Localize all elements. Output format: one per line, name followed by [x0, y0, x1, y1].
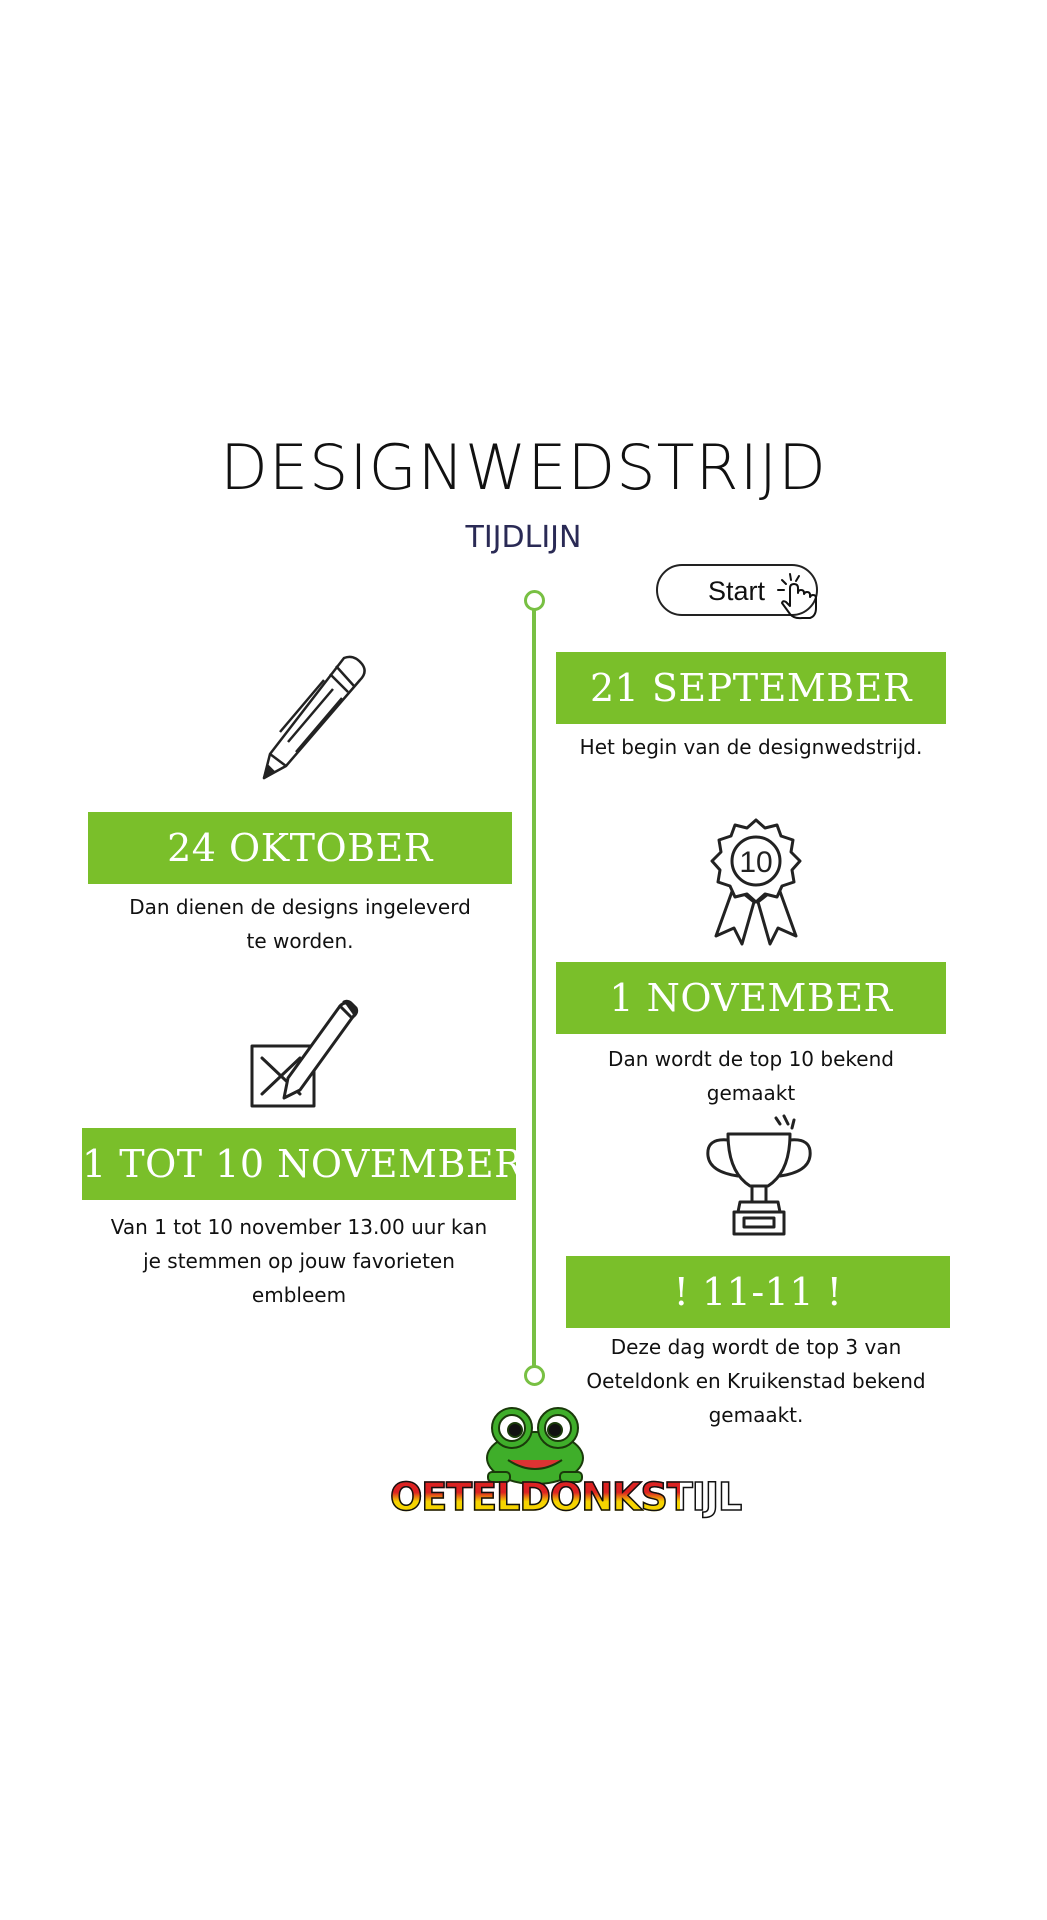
timeline-start-node: [524, 590, 545, 611]
description-line: je stemmen op jouw favorieten: [143, 1249, 455, 1273]
date-banner-24-oktober: 24 OKTOBER: [88, 812, 512, 884]
pencil-icon: [250, 652, 370, 784]
ballot-check-icon: [248, 998, 360, 1110]
event-description-1-november: [556, 1042, 946, 1110]
event-description-1-tot-10-november: [82, 1210, 516, 1312]
start-button-label: Start: [708, 576, 766, 606]
timeline-line: [532, 602, 536, 1372]
description-line: Van 1 tot 10 november 13.00 uur kan: [110, 1215, 488, 1239]
award-badge-number: 10: [739, 846, 773, 879]
event-description-21-september: [556, 730, 946, 764]
description-line: Oeteldonk en Kruikenstad bekend: [586, 1369, 926, 1393]
date-banner-1-tot-10-november: 1 TOT 10 NOVEMBER: [82, 1128, 516, 1200]
event-description-24-oktober: [88, 890, 512, 958]
trophy-icon: [700, 1112, 818, 1238]
description-line: Deze dag wordt de top 3 van: [610, 1335, 902, 1359]
page-subtitle: TIJDLIJN: [465, 520, 582, 555]
page-title: DESIGNWEDSTRIJD: [220, 431, 827, 504]
date-banner-11-11: ! 11-11 !: [566, 1256, 950, 1328]
date-banner-21-september: 21 SEPTEMBER: [556, 652, 946, 724]
date-banner-1-november: 1 NOVEMBER: [556, 962, 946, 1034]
description-line: gemaakt.: [708, 1403, 804, 1427]
description-line: Dan dienen de designs ingeleverd: [129, 895, 471, 919]
hand-pointer-icon: [776, 572, 826, 622]
award-ribbon-icon: [704, 818, 808, 948]
description-line: te worden.: [246, 929, 354, 953]
description-line: Het begin van de designwedstrijd.: [579, 735, 923, 759]
timeline-end-node: [524, 1365, 545, 1386]
oeteldonkstijl-logo: [390, 1402, 742, 1522]
description-line: embleem: [251, 1283, 347, 1307]
start-button[interactable]: [656, 564, 818, 616]
description-line: gemaakt: [706, 1081, 796, 1105]
description-line: Dan wordt de top 10 bekend: [608, 1047, 894, 1071]
logo-text: OETELDONKSTIJL: [390, 1475, 742, 1519]
